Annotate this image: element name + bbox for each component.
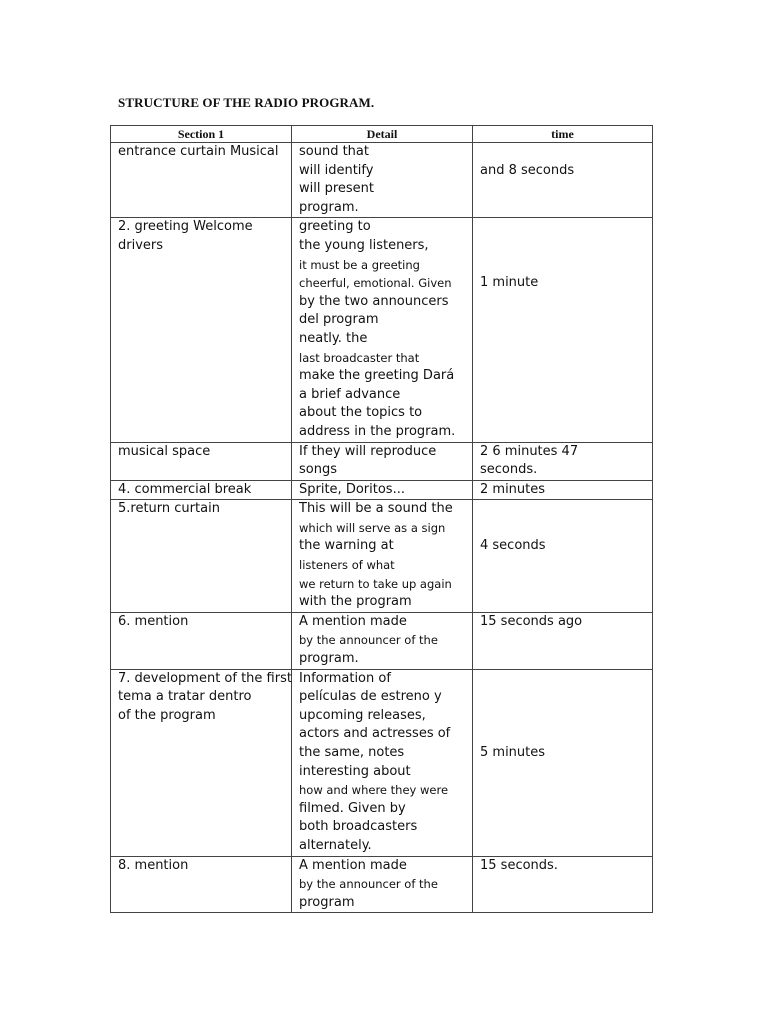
time-cell	[473, 442, 653, 480]
detail-line: both broadcasters	[299, 819, 418, 835]
section-line: 8. mention	[118, 857, 189, 873]
table-row	[111, 669, 653, 856]
detail-cell	[292, 480, 473, 500]
detail-line: will present	[299, 181, 375, 197]
detail-cell	[292, 218, 473, 442]
header-section: Section 1	[111, 126, 292, 143]
section-cell	[111, 218, 292, 442]
detail-line: a brief advance	[299, 386, 401, 402]
detail-line: program.	[299, 199, 359, 215]
detail-line: how and where they were	[299, 783, 449, 798]
section-line: entrance curtain Musical	[118, 144, 279, 159]
table-row	[111, 480, 653, 500]
time-cell	[473, 218, 653, 442]
detail-line: we return to take up again	[299, 576, 452, 591]
time-cell	[473, 143, 653, 218]
detail-cell	[292, 612, 473, 669]
section-cell	[111, 480, 292, 500]
detail-line: neatly. the	[299, 330, 368, 346]
time-cell	[473, 856, 653, 913]
time-line: 15 seconds ago	[480, 613, 583, 629]
table-row	[111, 856, 653, 913]
table-row	[111, 218, 653, 442]
detail-line: filmed. Given by	[299, 800, 406, 816]
detail-line: about the topics to	[299, 405, 423, 421]
header-detail: Detail	[292, 126, 473, 143]
detail-line: last broadcaster that	[299, 350, 420, 365]
time-cell	[473, 480, 653, 500]
detail-cell	[292, 856, 473, 913]
detail-line: program	[299, 894, 355, 910]
detail-line: películas de estreno y	[299, 689, 442, 705]
detail-line: del program	[299, 312, 379, 328]
detail-line: with the program	[299, 594, 412, 610]
detail-line: A mention made	[299, 613, 407, 629]
detail-line: If they will reproduce	[299, 443, 437, 459]
detail-line: will identify	[299, 162, 374, 178]
section-line: 7. development of the first	[118, 670, 292, 686]
detail-line: address in the program.	[299, 423, 456, 439]
detail-line: sound that	[299, 144, 369, 159]
detail-line: it must be a greeting	[299, 257, 420, 272]
document-title: STRUCTURE OF THE RADIO PROGRAM.	[118, 95, 375, 110]
time-cell	[473, 669, 653, 856]
detail-line: actors and actresses of	[299, 726, 451, 742]
detail-line: the young listeners,	[299, 237, 429, 253]
detail-line: This will be a sound the	[299, 501, 453, 517]
detail-line: by the announcer of the	[299, 877, 438, 892]
section-line: 2. greeting Welcome	[118, 219, 253, 235]
detail-line: upcoming releases,	[299, 707, 426, 723]
section-cell	[111, 500, 292, 613]
detail-cell	[292, 143, 473, 218]
header-time: time	[473, 126, 653, 143]
detail-line: cheerful, emotional. Given	[299, 276, 452, 291]
time-line: 15 seconds.	[480, 857, 558, 873]
section-cell	[111, 856, 292, 913]
program-structure-table	[110, 125, 653, 913]
time-line: 2 minutes	[480, 481, 546, 497]
table-row	[111, 143, 653, 218]
table-header-row	[111, 126, 653, 143]
table-row	[111, 612, 653, 669]
section-line: 5.return curtain	[118, 501, 220, 517]
time-line: 5 minutes	[480, 745, 546, 761]
section-line: of the program	[118, 707, 216, 723]
detail-cell	[292, 669, 473, 856]
section-cell	[111, 669, 292, 856]
section-cell	[111, 143, 292, 218]
time-cell	[473, 612, 653, 669]
detail-line: alternately.	[299, 837, 372, 853]
detail-line: the same, notes	[299, 745, 405, 760]
time-cell	[473, 500, 653, 613]
detail-line: listeners of what	[299, 558, 395, 573]
section-cell	[111, 612, 292, 669]
detail-line: greeting to	[299, 219, 371, 235]
time-line: 4 seconds	[480, 538, 546, 554]
detail-cell	[292, 442, 473, 480]
section-line: musical space	[118, 443, 211, 459]
section-cell	[111, 442, 292, 480]
table-row	[111, 442, 653, 480]
section-line: drivers	[118, 237, 164, 253]
detail-line: by the two announcers	[299, 293, 449, 309]
detail-line: which will serve as a sign	[299, 520, 446, 535]
detail-line: interesting about	[299, 763, 411, 779]
detail-cell	[292, 500, 473, 613]
detail-line: Sprite, Doritos...	[299, 481, 405, 497]
time-line: and 8 seconds	[480, 162, 575, 178]
detail-line: songs	[299, 462, 337, 478]
table-row	[111, 500, 653, 613]
detail-line: the warning at	[299, 538, 394, 554]
time-line: seconds.	[480, 462, 538, 478]
detail-line: program.	[299, 651, 359, 667]
time-line: 2 6 minutes 47	[480, 443, 579, 459]
detail-line: by the announcer of the	[299, 633, 438, 648]
detail-line: Information of	[299, 670, 391, 686]
time-line: 1 minute	[480, 275, 539, 291]
section-line: tema a tratar dentro	[118, 689, 252, 705]
detail-line: make the greeting Dará	[299, 368, 455, 384]
detail-line: A mention made	[299, 857, 407, 873]
section-line: 4. commercial break	[118, 481, 252, 497]
section-line: 6. mention	[118, 613, 189, 629]
